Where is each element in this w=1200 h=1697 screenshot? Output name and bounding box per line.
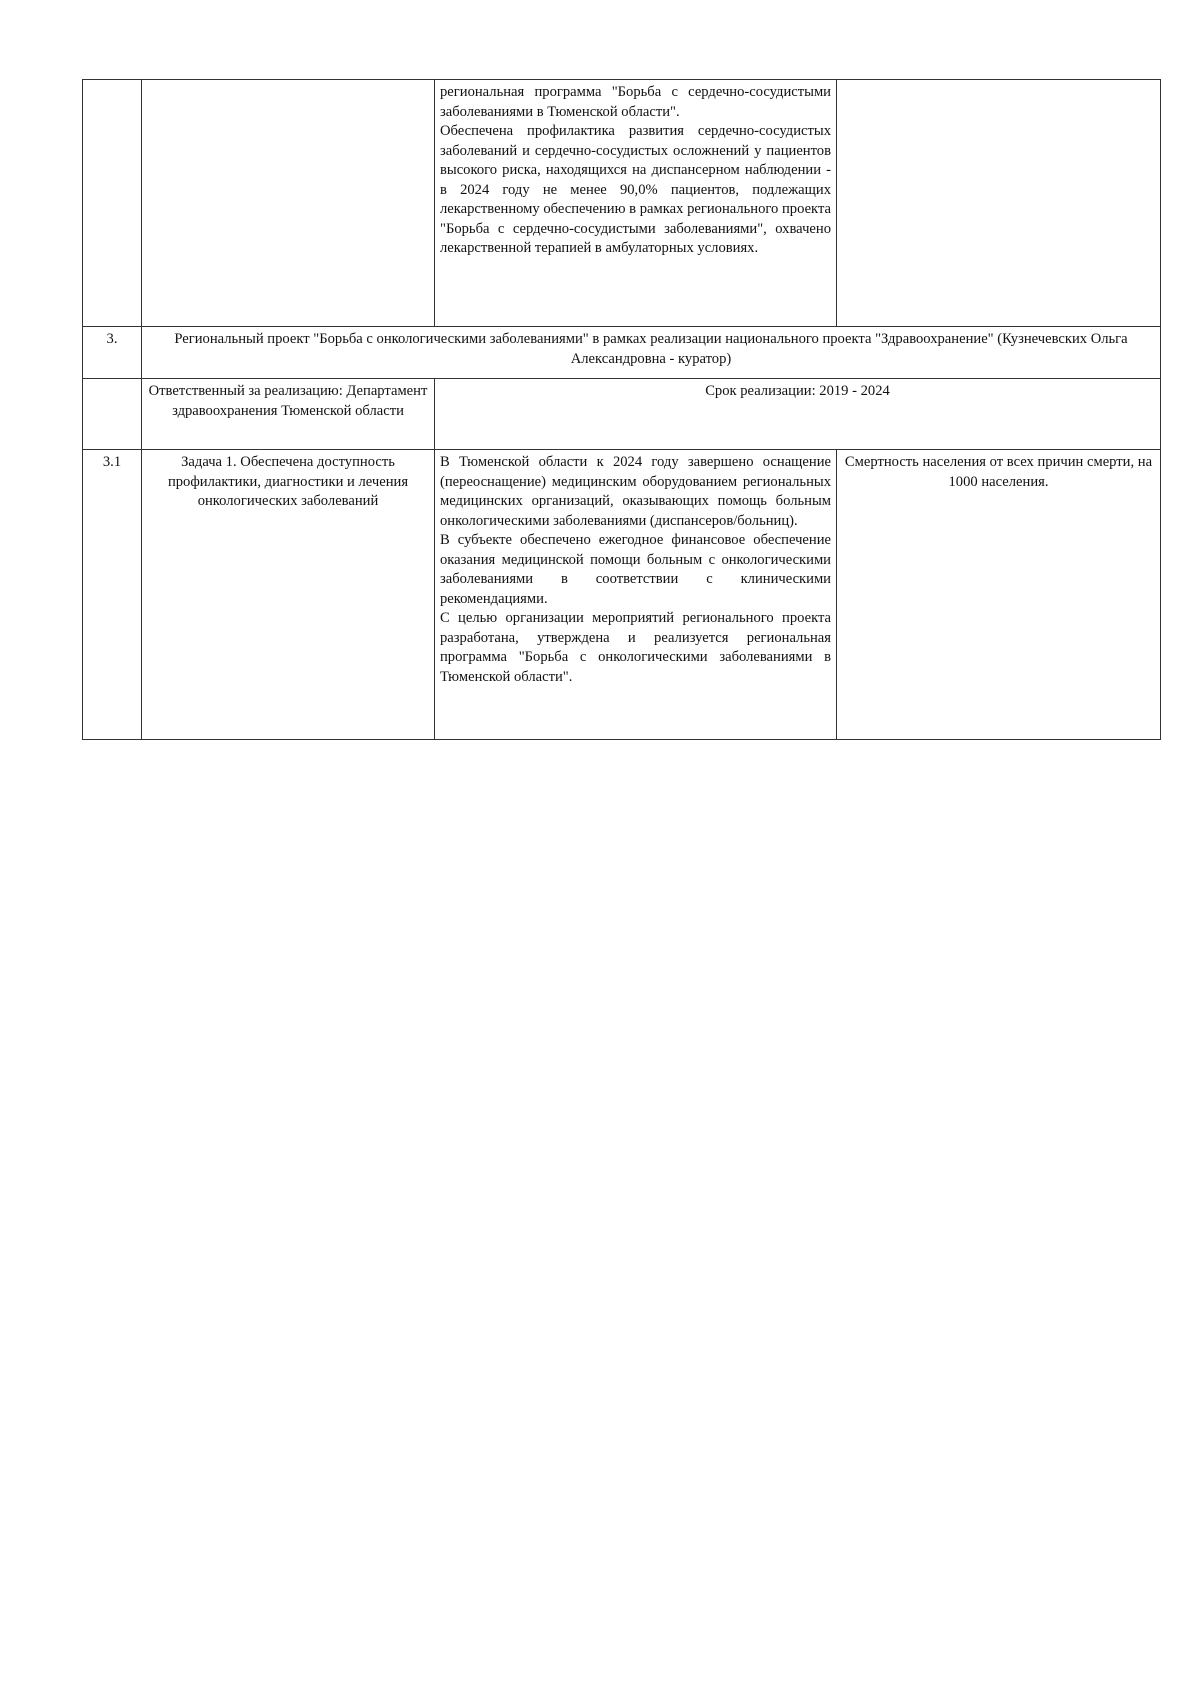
table-row: [83, 450, 1161, 740]
table-row: [83, 379, 1161, 450]
result-paragraph: В субъекте обеспечено ежегодное финансовое обеспечение оказания медицинской помощи больным с онкологическими заболеваниями в соответствии с клиническими рекомендациями.: [440, 532, 831, 607]
result-paragraph: региональная программа "Борьба с сердечно-сосудистыми заболеваниями в Тюменской области".: [440, 84, 831, 120]
result-cell: [435, 80, 837, 327]
task-cell: [142, 80, 435, 327]
row-number-cell: 3.1: [83, 450, 142, 740]
responsible-cell: Ответственный за реализацию: Департамент здравоохранения Тюменской области: [142, 379, 435, 450]
task-cell: Задача 1. Обеспечена доступность профилактики, диагностики и лечения онкологических заболеваний: [142, 450, 435, 740]
row-number-cell: [83, 80, 142, 327]
table-row: [83, 327, 1161, 379]
result-paragraph: Обеспечена профилактика развития сердечно-сосудистых заболеваний и сердечно-сосудистых осложнений у пациентов высокого риска, находящихся на диспансерном наблюдении - в 2024 году не менее 90,0% пациентов, подлежащих лекарственному обеспечению в рамках регионального проекта "Борьба с сердечно-сосудистыми заболеваниями", охвачено лекарственной терапией в амбулаторных условиях.: [440, 123, 831, 256]
row-number-cell: 3.: [83, 327, 142, 379]
term-cell: Срок реализации: 2019 - 2024: [435, 379, 1161, 450]
result-paragraph: В Тюменской области к 2024 году завершено оснащение (переоснащение) медицинским оборудованием региональных медицинских организаций, оказывающих помощь больным онкологическими заболеваниями (диспансеров/больниц).: [440, 454, 831, 529]
result-paragraph: С целью организации мероприятий регионального проекта разработана, утверждена и реализуется региональная программа "Борьба с онкологическими заболеваниями в Тюменской области".: [440, 610, 831, 685]
table-row: [83, 80, 1161, 327]
program-table: [82, 79, 1161, 740]
result-cell: [435, 450, 837, 740]
project-title-cell: Региональный проект "Борьба с онкологическими заболеваниями" в рамках реализации национального проекта "Здравоохранение" (Кузнечевских Ольга Александровна - куратор): [142, 327, 1161, 379]
indicator-cell: [837, 80, 1161, 327]
indicator-cell: Смертность населения от всех причин смерти, на 1000 населения.: [837, 450, 1161, 740]
row-number-cell: [83, 379, 142, 450]
